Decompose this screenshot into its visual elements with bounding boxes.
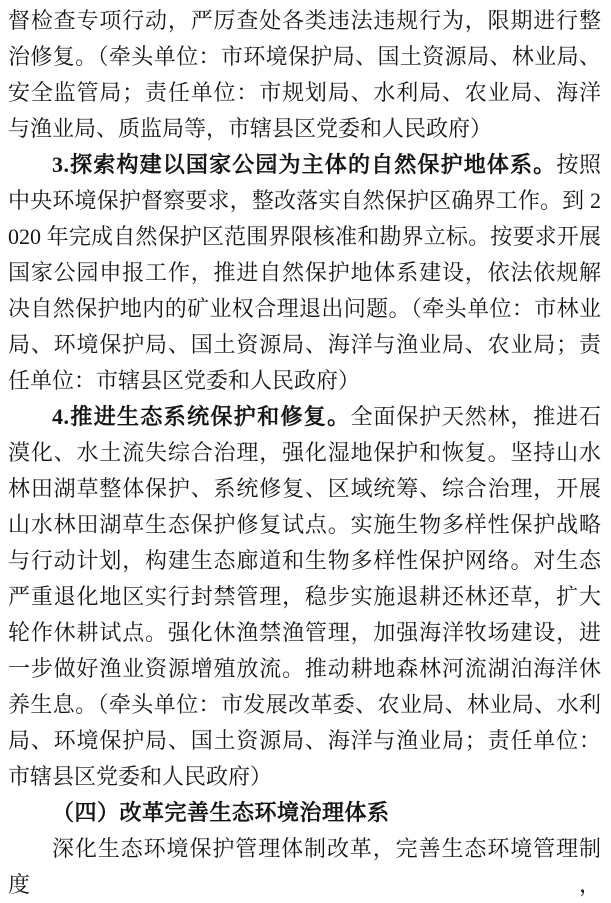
section-4-heading: （四）改革完善生态环境治理体系 <box>52 800 390 825</box>
paragraph-item-3 <box>8 147 601 399</box>
paragraph-body-last <box>8 831 601 903</box>
paragraph-continuation <box>8 3 601 147</box>
item-4-heading: 4.推进生态系统保护和修复。 <box>52 404 351 429</box>
item-3-heading: 3.探索构建以国家公园为主体的自然保护地体系。 <box>52 152 557 177</box>
body-text: 督检查专项行动，严厉查处各类违法违规行为，限期进行整治修复。（牵头单位：市环境保护局、国土资源局、林业局、安全监管局；责任单位：市规划局、水利局、农业局、海洋与渔业局、质监局等，市辖县区党委和人民政府） <box>8 8 601 141</box>
body-text: 深化生态环境保护管理体制改革，完善生态环境管理制度， <box>8 836 601 897</box>
paragraph-item-4 <box>8 399 601 795</box>
body-text: 全面保护天然林，推进石漠化、水土流失综合治理，强化湿地保护和恢复。坚持山水林田湖草整体保护、系统修复、区域统筹、综合治理，开展山水林田湖草生态保护修复试点。实施生物多样性保护战略与行动计划，构建生态廊道和生物多样性保护网络。对生态严重退化地区实行封禁管理，稳步实施退耕还林还草，扩大轮作休耕试点。强化休渔禁渔管理，加强海洋牧场建设，进一步做好渔业资源增殖放流。推动耕地森林河流湖泊海洋休养生息。（牵头单位：市发展改革委、农业局、林业局、水利局、环境保护局、国土资源局、海洋与渔业局；责任单位：市辖县区党委和人民政府） <box>8 404 601 789</box>
paragraph-section-4-heading <box>8 795 601 831</box>
body-text: 按照中央环境保护督察要求，整改落实自然保护区确界工作。到 2020 年完成自然保护区范围界限核准和勘界立标。按要求开展国家公园申报工作，推进自然保护地体系建设，依法依规解决自然保护地内的矿业权合理退出问题。（牵头单位：市林业局、环境保护局、国土资源局、海洋与渔业局、农业局；责任单位：市辖县区党委和人民政府） <box>8 152 601 393</box>
